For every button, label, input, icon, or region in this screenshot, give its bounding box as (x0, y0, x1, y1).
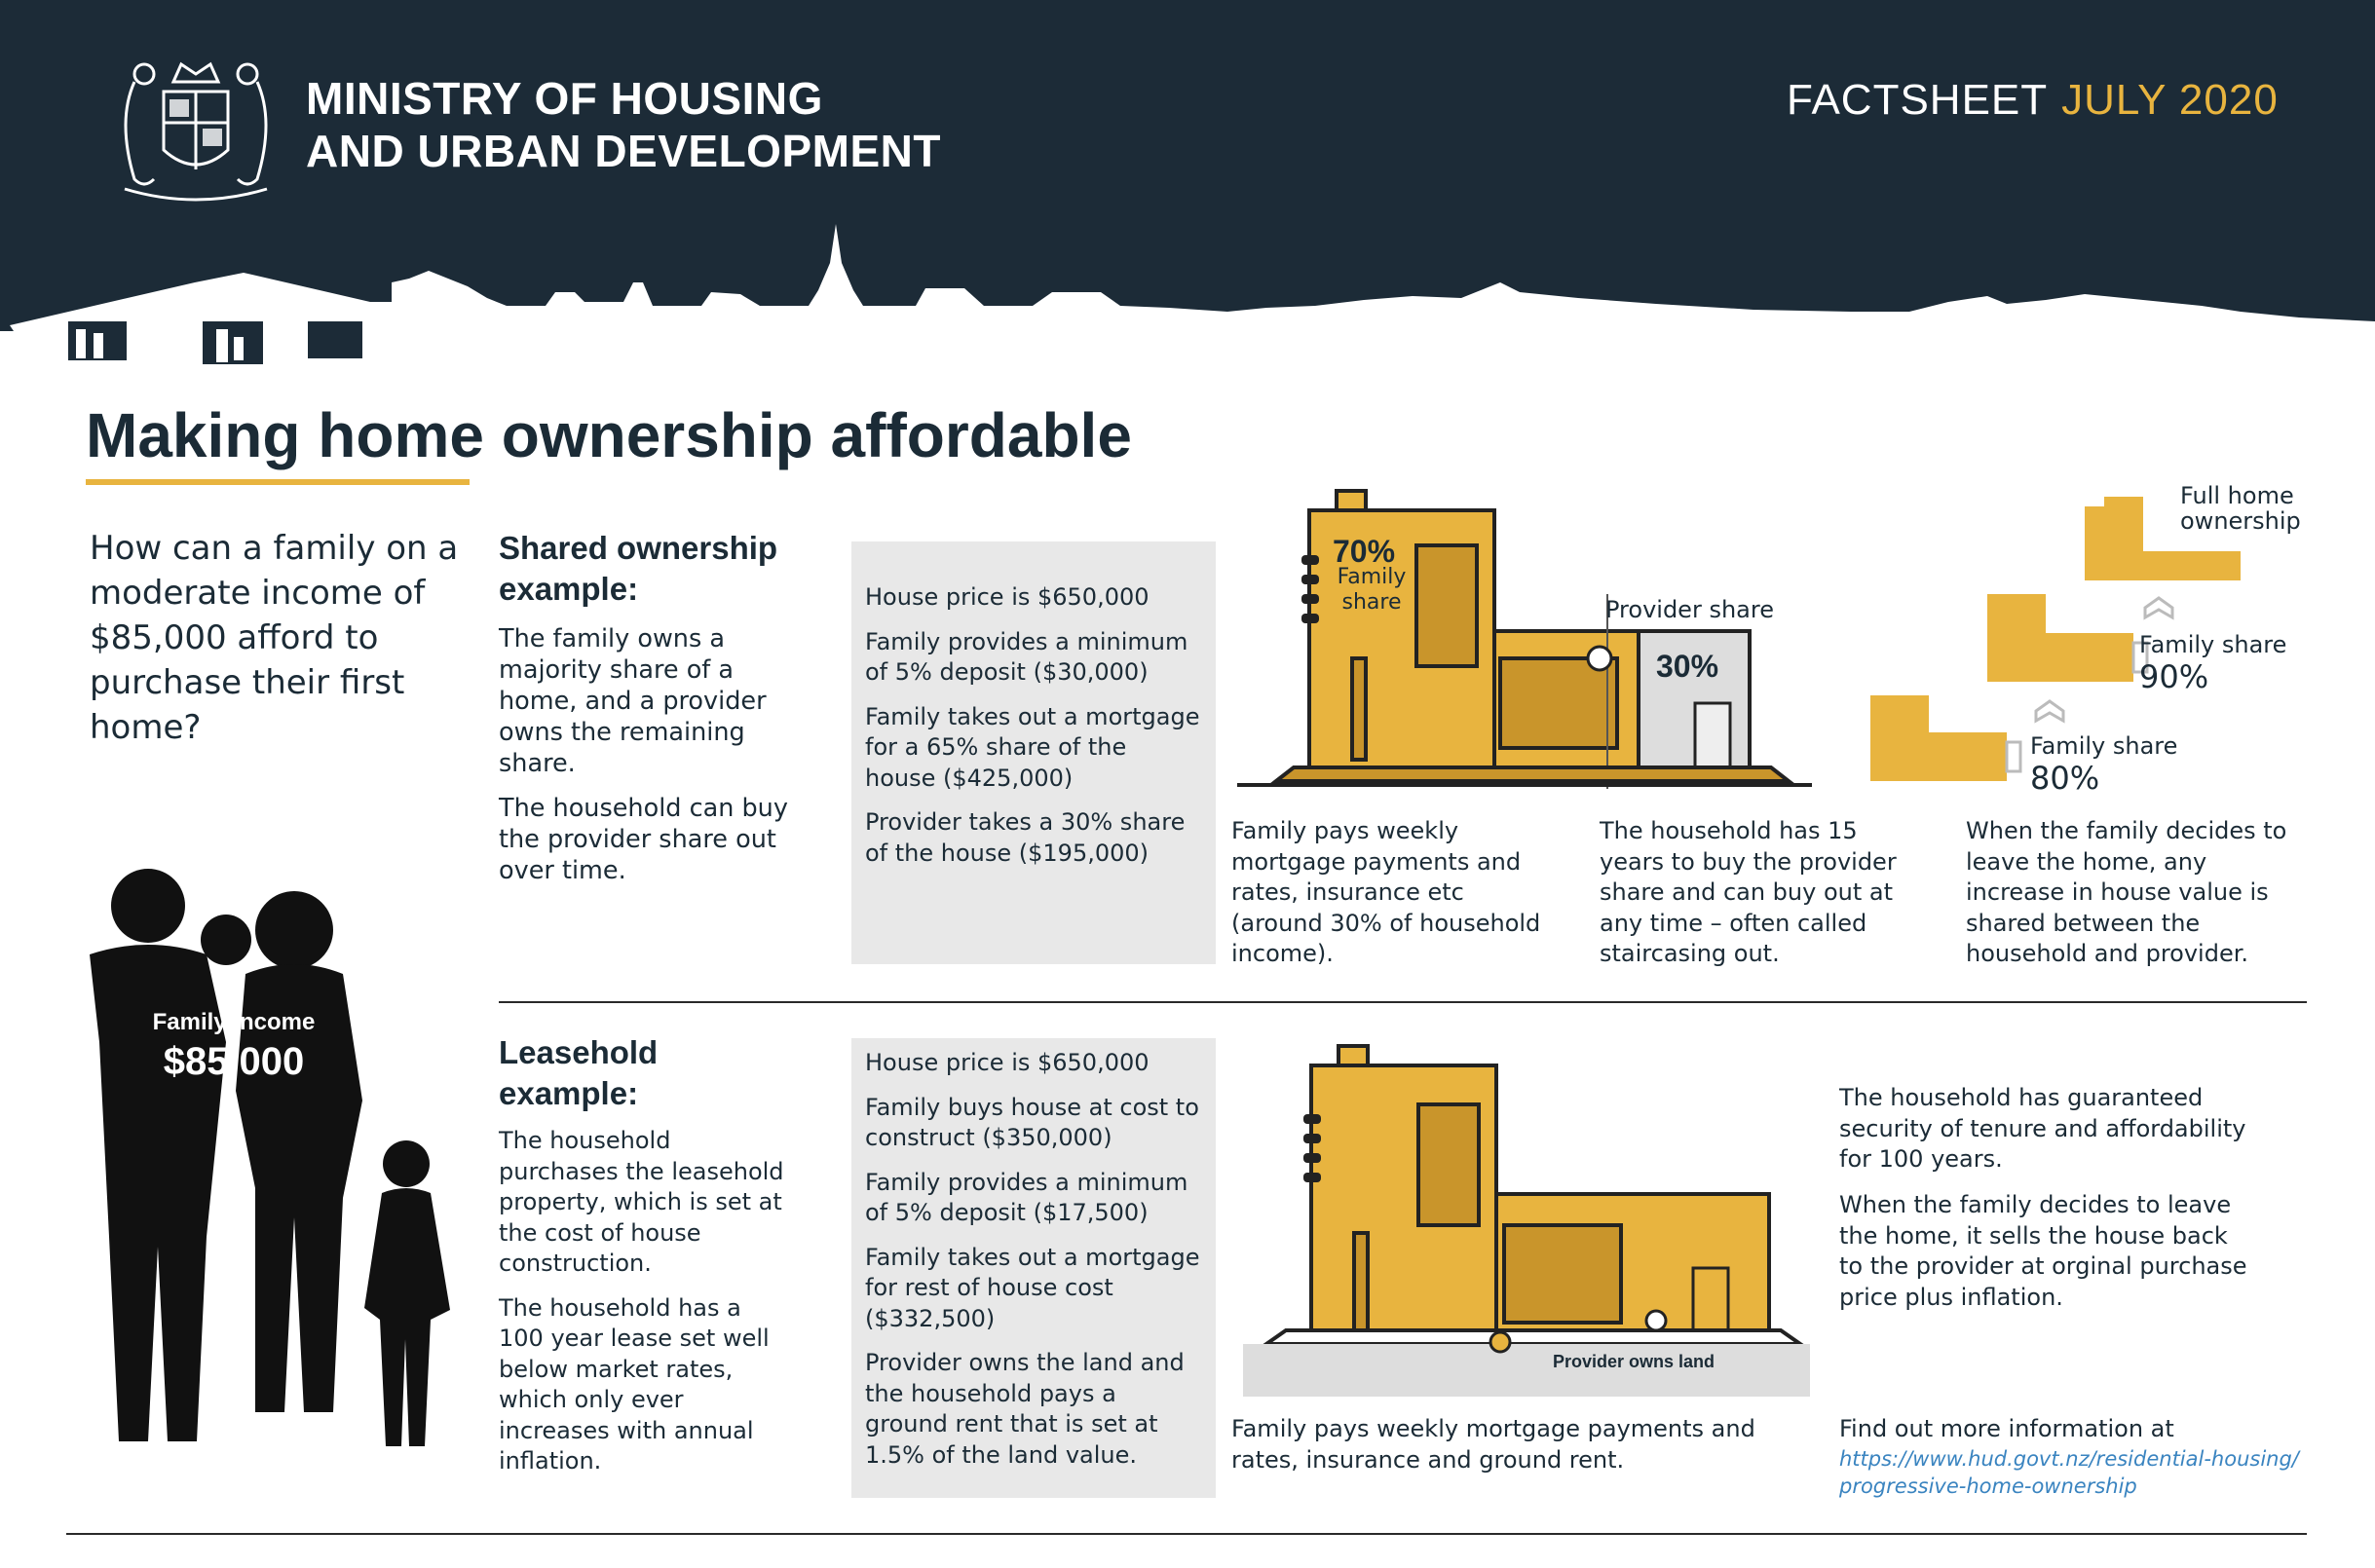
family-income-label: Family income (152, 1009, 316, 1035)
family-share-pct: 70% (1333, 534, 1396, 569)
shared-fact: Family takes out a mortgage for a 65% share of the house ($425,000) (865, 702, 1200, 792)
lease-fact: Family provides a minimum of 5% deposit ($17,500) (865, 1168, 1188, 1226)
share-80-label: Family share (2030, 732, 2178, 760)
full-home-ownership-label: Full home ownership (2180, 482, 2301, 535)
ministry-line1: MINISTRY OF HOUSING (306, 73, 823, 124)
lease-facts-box (851, 1038, 1216, 1498)
shared-fact: Provider takes a 30% share of the house ($195,000) (865, 808, 1186, 867)
lease-right-text-2: When the family decides to leave the home, it sells the house back to the provider at orginal purchase price plus inflation. (1839, 1191, 2247, 1311)
lease-heading (499, 1032, 791, 1114)
share-90-label: Family share (2139, 631, 2287, 658)
shared-heading-line1: Shared ownership (499, 530, 778, 566)
factsheet-date: JULY 2020 (2061, 76, 2279, 124)
provider-share-label: Provider share (1605, 596, 1774, 623)
family-silhouette-illustration (60, 867, 479, 1451)
page-title: Making home ownership affordable (86, 400, 1132, 470)
family-share-label: Family share (1337, 565, 1407, 615)
more-info-link[interactable] (1839, 1445, 2299, 1500)
coat-of-arms-logo (105, 43, 286, 208)
shared-facts-box (851, 541, 1216, 964)
shared-house-illustration (1237, 487, 1812, 799)
provider-share-pct: 30% (1656, 649, 1719, 684)
shared-caption-2: The household has 15 years to buy the provider share and can buy out at any time – often called staircasing out. (1600, 817, 1897, 967)
lease-description (499, 1126, 791, 1491)
family-income (136, 1009, 331, 1084)
lease-right-text-1: The household has guaranteed security of tenure and affordability for 100 years. (1839, 1084, 2246, 1173)
factsheet-word: FACTSHEET (1787, 76, 2049, 124)
shared-heading (499, 528, 811, 610)
shared-fact: Family provides a minimum of 5% deposit ($30,000) (865, 627, 1188, 686)
lease-fact: Family takes out a mortgage for rest of house cost ($332,500) (865, 1243, 1200, 1332)
factsheet-label (1787, 76, 2279, 125)
intro-question: How can a family on a moderate income of $85,000 afford to purchase their first home? (90, 529, 459, 747)
share-90-pct: 90% (2139, 658, 2209, 695)
more-info-link-line2[interactable]: progressive-home-ownership (1839, 1475, 2137, 1498)
lease-fact: Family buys house at cost to construct ($350,000) (865, 1093, 1199, 1151)
more-info-link-line1[interactable]: https://www.hud.govt.nz/residential-housing/ (1839, 1447, 2299, 1471)
family-income-amount: $85,000 (163, 1040, 305, 1083)
more-info-text: Find out more information at (1839, 1415, 2174, 1442)
shared-heading-line2: example: (499, 571, 639, 607)
shared-paragraph-1: The family owns a majority share of a home, and a provider owns the remaining share. (499, 624, 767, 778)
title-underline (86, 479, 470, 485)
lease-fact: House price is $650,000 (865, 1049, 1150, 1076)
shared-caption-3: When the family decides to leave the home, any increase in house value is shared between the household and provider. (1966, 817, 2287, 967)
leasehold-house-illustration (1239, 1042, 1814, 1397)
share-80-pct: 80% (2030, 760, 2100, 797)
lease-heading-line1: Leasehold (499, 1034, 659, 1070)
ministry-line2: AND URBAN DEVELOPMENT (306, 126, 941, 176)
shared-fact: House price is $650,000 (865, 583, 1150, 611)
shared-description (499, 623, 791, 900)
lease-heading-line2: example: (499, 1075, 639, 1111)
bottom-divider (66, 1533, 2307, 1535)
ministry-name (306, 72, 941, 177)
city-skyline-illustration (0, 224, 2375, 399)
shared-paragraph-2: The household can buy the provider share out over time. (499, 794, 788, 885)
lease-fact: Provider owns the land and the household pays a ground rent that is set at 1.5% of the land value. (865, 1349, 1185, 1469)
provider-land-label: Provider owns land (1553, 1352, 1715, 1371)
shared-caption-1: Family pays weekly mortgage payments and rates, insurance etc (around 30% of household income). (1231, 817, 1541, 967)
lease-caption-1: Family pays weekly mortgage payments and rates, insurance and ground rent. (1231, 1415, 1755, 1474)
section-divider (499, 1001, 2307, 1003)
lease-paragraph-1: The household purchases the leasehold property, which is set at the cost of house construction. (499, 1127, 784, 1277)
lease-paragraph-2: The household has a 100 year lease set well below market rates, which only ever increases with annual inflation. (499, 1293, 770, 1475)
